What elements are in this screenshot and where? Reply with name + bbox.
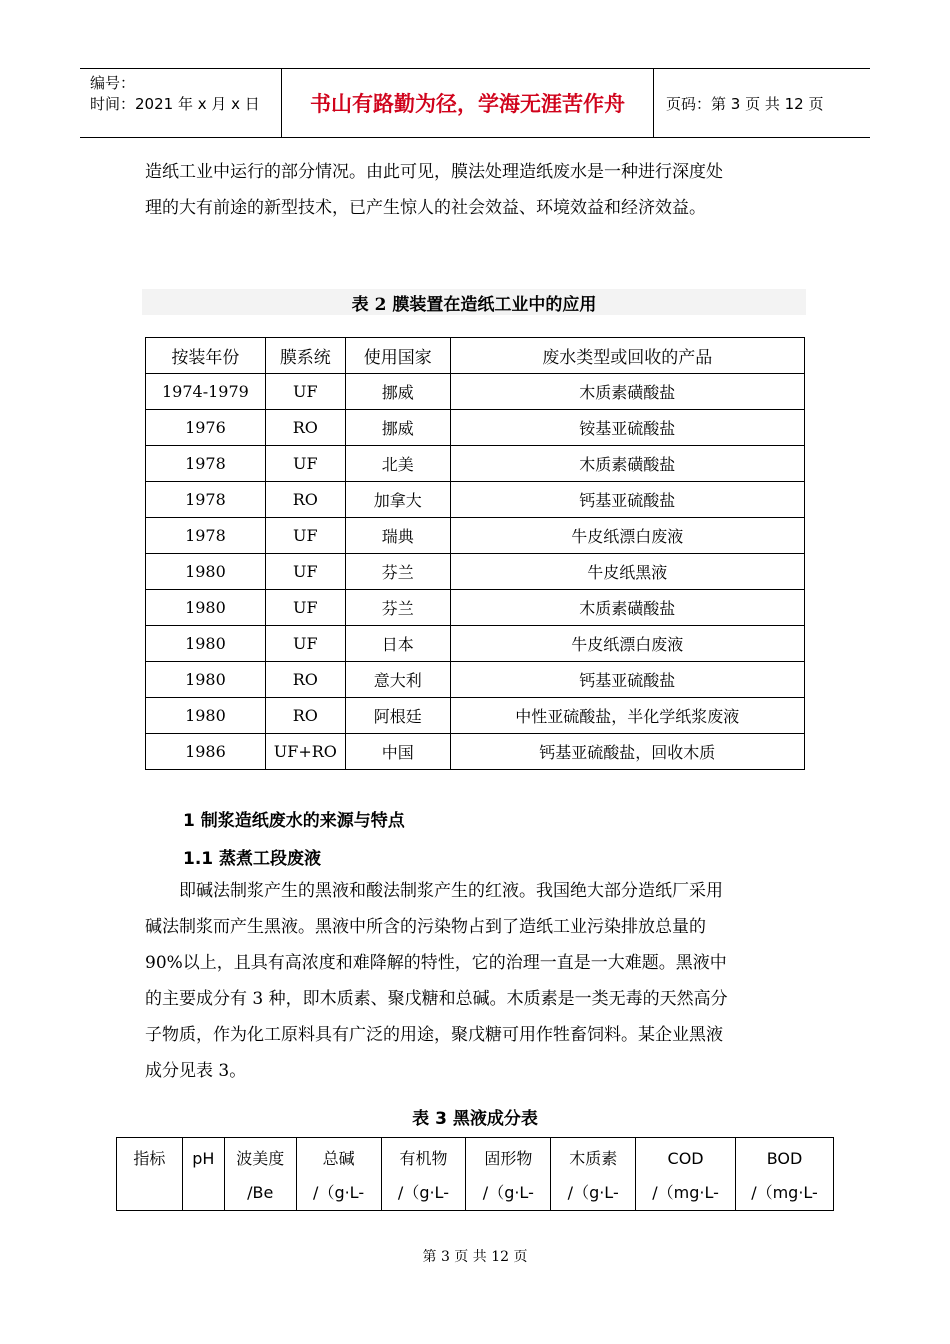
table-cell: 挪威 — [345, 410, 450, 446]
table-cell: RO — [265, 482, 345, 518]
table-cell: UF — [265, 446, 345, 482]
table-row — [146, 698, 805, 734]
column-name: BOD — [766, 1149, 803, 1168]
column-unit: /（g·L- — [397, 1183, 449, 1202]
black-liquor-composition-table — [116, 1137, 834, 1211]
table-cell: UF — [265, 374, 345, 410]
table-cell: 木质素磺酸盐 — [450, 446, 804, 482]
table-header-cell — [551, 1138, 636, 1211]
table-cell: 牛皮纸漂白废液 — [450, 518, 804, 554]
table-header-row — [146, 338, 805, 374]
table-cell: 意大利 — [345, 662, 450, 698]
table-cell: 1976 — [146, 410, 266, 446]
table-cell: 1980 — [146, 626, 266, 662]
table-cell: UF — [265, 554, 345, 590]
body-line: 碱法制浆而产生黑液。黑液中所含的污染物占到了造纸工业污染排放总量的 — [145, 917, 706, 937]
table-cell: 1980 — [146, 662, 266, 698]
column-unit: /（g·L- — [567, 1183, 619, 1202]
table-header-cell — [224, 1138, 296, 1211]
table-row — [146, 482, 805, 518]
table-cell: UF+RO — [265, 734, 345, 770]
table-cell: 钙基亚硫酸盐，回收木质 — [450, 734, 804, 770]
body-line: 90%以上，且具有高浓度和难降解的特性，它的治理一直是一大难题。黑液中 — [145, 953, 727, 973]
table-row — [146, 662, 805, 698]
table-header-cell — [381, 1138, 466, 1211]
intro-paragraph — [145, 154, 805, 226]
table-cell: RO — [265, 662, 345, 698]
table-header-cell — [636, 1138, 736, 1211]
header-page-info: 页码：第 3 页 共 12 页 — [666, 94, 824, 113]
table-header-cell — [117, 1138, 183, 1211]
body-line: 的主要成分有 3 种，即木质素、聚戊糖和总碱。木质素是一类无毒的天然高分 — [145, 989, 728, 1009]
table-cell: UF — [265, 590, 345, 626]
table-cell: UF — [265, 518, 345, 554]
page-footer: 第 3 页 共 12 页 — [422, 1249, 528, 1265]
table-cell: 中国 — [345, 734, 450, 770]
table-row — [117, 1138, 834, 1211]
table-row — [146, 374, 805, 410]
column-name: 波美度 — [236, 1149, 285, 1168]
table-cell: 钙基亚硫酸盐 — [450, 662, 804, 698]
table-row — [146, 554, 805, 590]
table-cell: 中性亚硫酸盐，半化学纸浆废液 — [450, 698, 804, 734]
table-cell: 芬兰 — [345, 590, 450, 626]
table-cell: RO — [265, 698, 345, 734]
body-line: 成分见表 3。 — [145, 1061, 247, 1081]
body-line: 子物质，作为化工原料具有广泛的用途，聚戊糖可用作牲畜饲料。某企业黑液 — [145, 1025, 723, 1045]
table-cell: 木质素磺酸盐 — [450, 374, 804, 410]
table-header-cell — [296, 1138, 381, 1211]
table-header-cell — [466, 1138, 551, 1211]
header-cell: 使用国家 — [345, 338, 450, 374]
header-cell: 按装年份 — [146, 338, 266, 374]
table-cell: 木质素磺酸盐 — [450, 590, 804, 626]
table-cell: 1986 — [146, 734, 266, 770]
column-name: 木质素 — [569, 1149, 618, 1168]
number-label: 编号： — [90, 74, 136, 92]
column-unit: /（g·L- — [313, 1183, 365, 1202]
column-name: pH — [192, 1149, 215, 1168]
table-cell: 牛皮纸黑液 — [450, 554, 804, 590]
intro-line: 造纸工业中运行的部分情况。由此可见，膜法处理造纸废水是一种进行深度处 — [145, 162, 723, 182]
header-cell: 膜系统 — [265, 338, 345, 374]
column-unit: /Be — [247, 1183, 274, 1202]
column-name: 指标 — [133, 1149, 166, 1168]
table-row — [146, 518, 805, 554]
table-cell: 挪威 — [345, 374, 450, 410]
column-unit: /（mg·L- — [751, 1183, 818, 1202]
header-cell: 废水类型或回收的产品 — [450, 338, 804, 374]
table3-caption: 表 3 黑液成分表 — [412, 1109, 538, 1129]
table-row — [146, 734, 805, 770]
column-unit: /（mg·L- — [652, 1183, 719, 1202]
table-row — [146, 590, 805, 626]
table-cell: 加拿大 — [345, 482, 450, 518]
table-cell: 芬兰 — [345, 554, 450, 590]
table-cell: 1978 — [146, 518, 266, 554]
section-heading: 1 制浆造纸废水的来源与特点 — [183, 811, 405, 831]
header-left-cell — [80, 69, 282, 137]
table-row — [146, 410, 805, 446]
table-cell: 钙基亚硫酸盐 — [450, 482, 804, 518]
table-cell: 牛皮纸漂白废液 — [450, 626, 804, 662]
table-cell: 1980 — [146, 698, 266, 734]
body-line: 即碱法制浆产生的黑液和酸法制浆产生的红液。我国绝大部分造纸厂采用 — [179, 881, 723, 901]
table-cell: 铵基亚硫酸盐 — [450, 410, 804, 446]
table-cell: 1974-1979 — [146, 374, 266, 410]
header-motto: 书山有路勤为径，学海无涯苦作舟 — [282, 69, 654, 137]
column-name: 总碱 — [322, 1149, 355, 1168]
table-cell: 1978 — [146, 446, 266, 482]
column-unit: /（g·L- — [482, 1183, 534, 1202]
table-cell: 日本 — [345, 626, 450, 662]
table-cell: 阿根廷 — [345, 698, 450, 734]
table-cell: RO — [265, 410, 345, 446]
column-name: COD — [667, 1149, 704, 1168]
table-cell: 1980 — [146, 590, 266, 626]
table-cell: 北美 — [345, 446, 450, 482]
table-row — [146, 446, 805, 482]
table-cell: 瑞典 — [345, 518, 450, 554]
table-cell: 1978 — [146, 482, 266, 518]
table-row — [146, 626, 805, 662]
table2-caption: 表 2 膜装置在造纸工业中的应用 — [351, 295, 597, 315]
column-name: 有机物 — [399, 1149, 448, 1168]
table-cell: UF — [265, 626, 345, 662]
table-cell: 1980 — [146, 554, 266, 590]
column-name: 固形物 — [484, 1149, 533, 1168]
subsection-heading: 1.1 蒸煮工段废液 — [183, 849, 322, 869]
membrane-application-table — [145, 337, 805, 770]
time-label: 时间：2021 年 x 月 x 日 — [90, 95, 260, 113]
table-header-cell — [736, 1138, 834, 1211]
intro-line: 理的大有前途的新型技术，已产生惊人的社会效益、环境效益和经济效益。 — [145, 198, 706, 218]
page-header — [80, 68, 870, 138]
table-header-cell — [182, 1138, 224, 1211]
body-paragraph — [145, 873, 805, 1089]
